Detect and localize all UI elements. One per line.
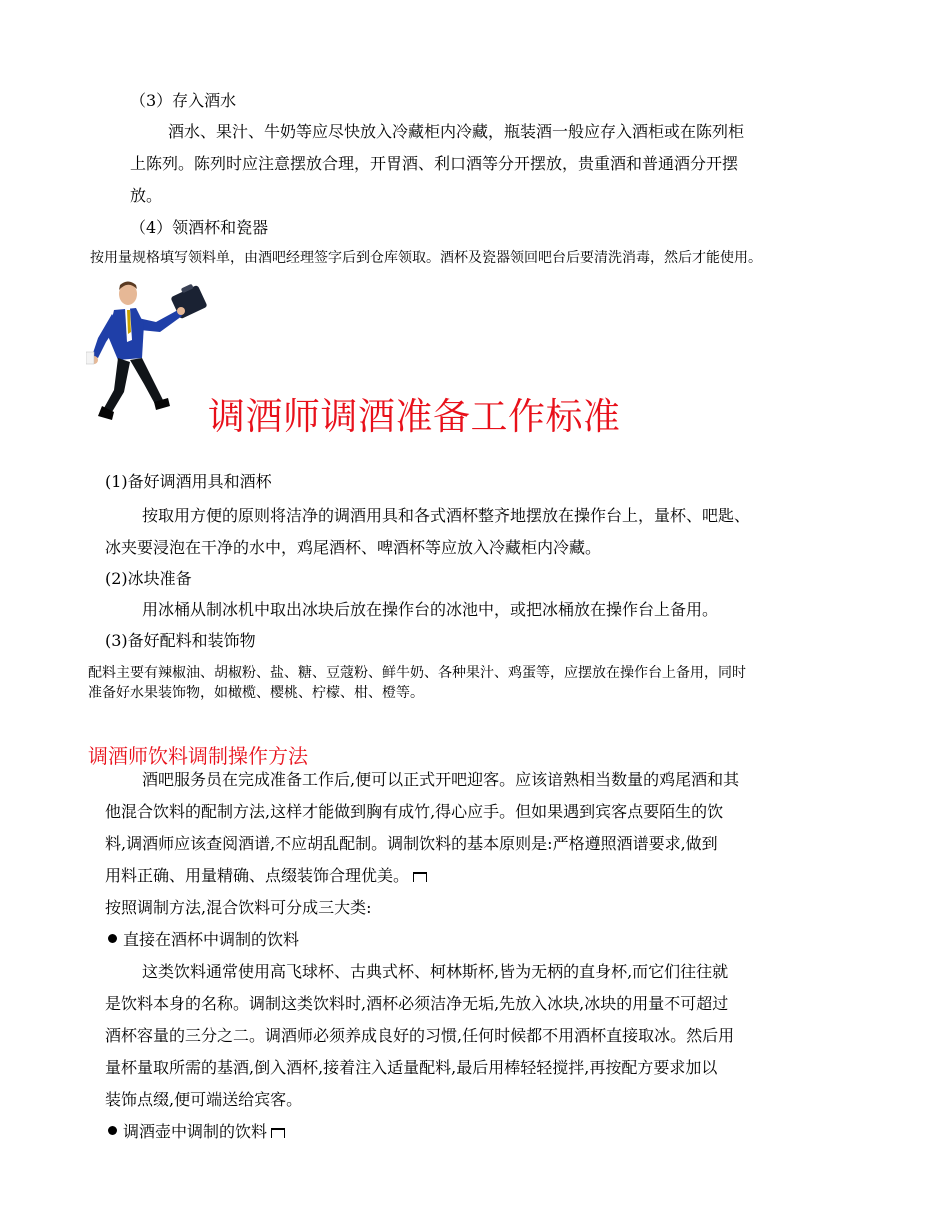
method-classify: 按照调制方法,混合饮料可分成三大类: (105, 898, 372, 917)
b1-line-2: 是饮料本身的名称。调制这类饮料时,酒杯必须洁净无垢,先放入冰块,冰块的用量不可超过 (105, 994, 729, 1013)
prep-heading-3: (3)备好配料和装饰物 (105, 631, 256, 650)
b1-line-3: 酒杯容量的三分之二。调酒师必须养成良好的习惯,任何时候都不用酒杯直接取冰。然后用 (105, 1026, 735, 1045)
prep-heading-1: (1)备好调酒用具和酒杯 (105, 472, 272, 491)
paragraph-mark-icon (271, 1128, 285, 1138)
prep-para-3-line-1: 配料主要有辣椒油、胡椒粉、盐、糖、豆蔻粉、鲜牛奶、各种果汁、鸡蛋等，应摆放在操作台上备用，同时 (88, 665, 746, 681)
store-line-3: 放。 (130, 186, 163, 205)
glass-line: 按用量规格填写领料单，由酒吧经理签字后到仓库领取。酒杯及瓷器领回吧台后要清洗消毒，然后才能使用。 (90, 250, 762, 266)
bullet-icon (108, 934, 117, 943)
b1-line-4: 量杯量取所需的基酒,倒入酒杯,接着注入适量配料,最后用棒轻轻搅拌,再按配方要求加以 (105, 1058, 718, 1077)
paragraph-mark-icon (413, 872, 427, 882)
store-line-2: 上陈列。陈列时应注意摆放合理，开胃酒、利口酒等分开摆放，贵重酒和普通酒分开摆 (130, 154, 739, 173)
bullet-item-1: 直接在酒杯中调制的饮料 (108, 929, 299, 951)
prep-para-1-line-2: 冰夹要浸泡在干净的水中，鸡尾酒杯、啤酒杯等应放入冷藏柜内冷藏。 (105, 538, 602, 557)
businessman-image (86, 280, 216, 435)
b1-line-5: 装饰点缀,便可端送给宾客。 (105, 1090, 303, 1109)
glass-heading: （4）领酒杯和瓷器 (130, 218, 269, 237)
b1-line-1: 这类饮料通常使用高飞球杯、古典式杯、柯林斯杯,皆为无柄的直身杯,而它们往往就 (142, 962, 729, 981)
method-intro-line-3: 料,调酒师应该查阅酒谱,不应胡乱配制。调制饮料的基本原则是:严格遵照酒谱要求,做到 (105, 834, 718, 853)
method-intro-line-1: 酒吧服务员在完成准备工作后,便可以正式开吧迎客。应该谙熟相当数量的鸡尾酒和其 (142, 770, 740, 789)
method-intro-line-4: 用料正确、用量精确、点缀装饰合理优美。 (105, 865, 427, 887)
prep-para-3-line-2: 准备好水果装饰物，如橄榄、樱桃、柠檬、柑、橙等。 (88, 685, 424, 701)
bullet-item-2: 调酒壶中调制的饮料 (108, 1121, 285, 1143)
store-heading: （3）存入酒水 (130, 91, 237, 110)
method-intro-line-2: 他混合饮料的配制方法,这样才能做到胸有成竹,得心应手。但如果遇到宾客点要陌生的饮 (105, 802, 724, 821)
prep-heading-2: (2)冰块准备 (105, 569, 192, 588)
bullet-icon (108, 1126, 117, 1135)
main-title: 调酒师调酒准备工作标准 (208, 395, 621, 438)
store-line-1: 酒水、果汁、牛奶等应尽快放入冷藏柜内冷藏，瓶装酒一般应存入酒柜或在陈列柜 (168, 122, 745, 141)
prep-para-2: 用冰桶从制冰机中取出冰块后放在操作台的冰池中，或把冰桶放在操作台上备用。 (142, 600, 719, 619)
prep-para-1-line-1: 按取用方便的原则将洁净的调酒用具和各式酒杯整齐地摆放在操作台上，量杯、吧匙、 (142, 506, 751, 525)
method-title: 调酒师饮料调制操作方法 (88, 744, 308, 768)
